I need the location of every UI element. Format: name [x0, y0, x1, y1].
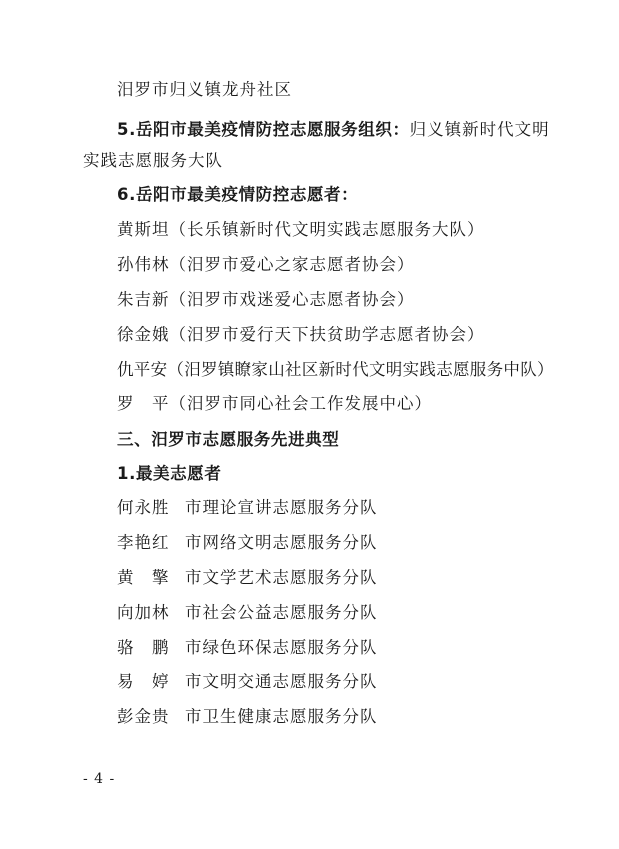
section-5-awardee: 归义镇新时代文明	[409, 120, 550, 139]
list-item: 黄斯坦（长乐镇新时代文明实践志愿服务大队）	[117, 220, 485, 239]
list-item: 仇平安（汨罗镇瞭家山社区新时代文明实践志愿服务中队）	[117, 360, 554, 379]
list-item: 孙伟林（汨罗市爱心之家志愿者协会）	[117, 255, 415, 274]
volunteer-unit: 市理论宣讲志愿服务分队	[185, 498, 378, 517]
volunteer-row	[117, 567, 378, 589]
community-award-line: 汨罗市归义镇龙舟社区	[117, 80, 292, 99]
volunteer-unit: 市文明交通志愿服务分队	[185, 672, 378, 691]
volunteer-unit: 市社会公益志愿服务分队	[185, 603, 378, 622]
volunteer-name: 彭金贵	[117, 707, 170, 726]
list-item: 徐金娥（汨罗市爱行天下扶贫助学志愿者协会）	[117, 325, 485, 344]
page-number: - 4 -	[83, 771, 116, 787]
section-5-awardee-continued: 实践志愿服务大队	[83, 151, 223, 170]
volunteer-name: 黄 擎	[117, 568, 170, 587]
volunteer-name: 向加林	[117, 603, 170, 622]
volunteer-name: 骆 鹏	[117, 638, 170, 657]
chapter-3-heading: 三、汨罗市志愿服务先进典型	[117, 430, 340, 449]
list-item: 朱吉新（汨罗市戏迷爱心志愿者协会）	[117, 290, 415, 309]
volunteer-row	[117, 706, 378, 728]
volunteer-name: 易 婷	[117, 672, 170, 691]
volunteer-row	[117, 602, 378, 624]
volunteer-unit: 市网络文明志愿服务分队	[185, 533, 378, 552]
volunteer-unit: 市卫生健康志愿服务分队	[185, 707, 378, 726]
volunteer-name: 何永胜	[117, 498, 170, 517]
list-item: 罗 平（汨罗市同心社会工作发展中心）	[117, 394, 432, 413]
subsection-1-heading: 1.最美志愿者	[117, 464, 222, 483]
volunteer-row	[117, 637, 378, 659]
volunteer-unit: 市文学艺术志愿服务分队	[185, 568, 378, 587]
volunteer-unit: 市绿色环保志愿服务分队	[185, 638, 378, 657]
volunteer-row	[117, 671, 378, 693]
volunteer-name: 李艳红	[117, 533, 170, 552]
volunteer-row	[117, 497, 378, 519]
volunteer-row	[117, 532, 378, 554]
section-6-heading: 6.岳阳市最美疫情防控志愿者：	[117, 185, 359, 204]
section-5-heading	[117, 119, 550, 141]
section-5-title: 5.岳阳市最美疫情防控志愿服务组织：	[117, 120, 410, 139]
